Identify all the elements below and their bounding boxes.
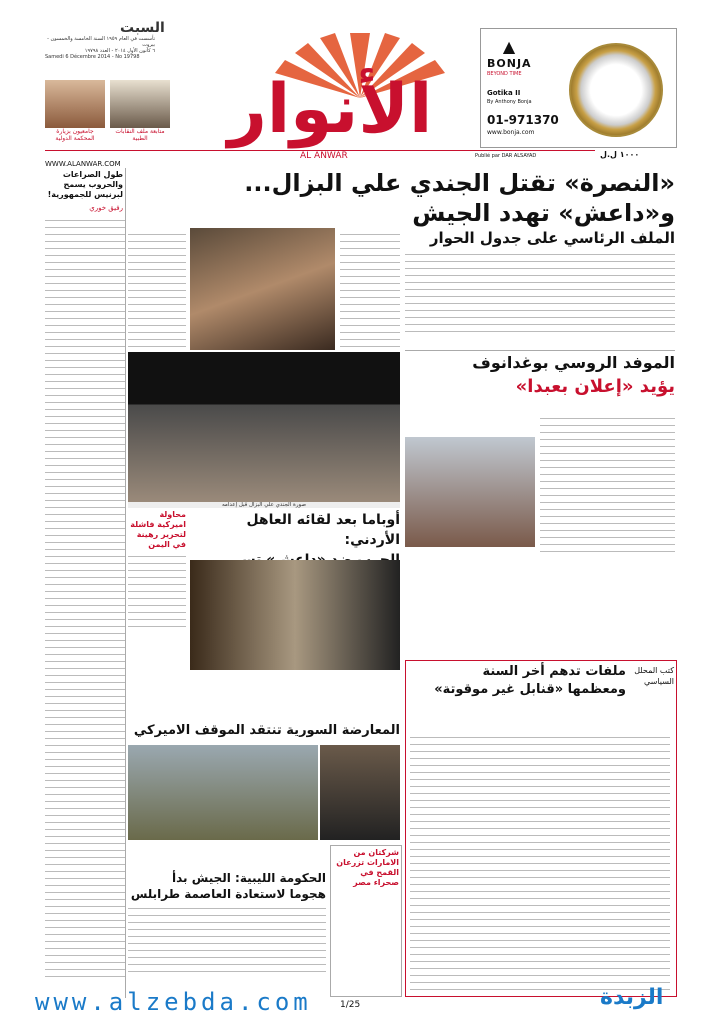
teaser-2-caption: متابعة ملف النقابات الطبية — [115, 128, 165, 142]
issue-date-line: ٦ كانون الأول ٢٠١٤ - العدد ١٩٧٩٨ — [84, 48, 155, 54]
newspaper-title: الأنوار — [227, 70, 433, 149]
libya-article — [128, 870, 326, 995]
sunni-body — [410, 731, 670, 991]
main-photo[interactable] — [190, 228, 335, 350]
bonja-ad[interactable] — [480, 28, 677, 148]
syria-photo[interactable] — [128, 745, 318, 840]
masthead — [0, 0, 720, 168]
obama-article — [190, 510, 400, 725]
bonja-logo-icon: ▲ — [502, 37, 516, 56]
footer-logo: الزبدة — [600, 985, 664, 1010]
bonja-brand: BONJA — [487, 57, 532, 70]
yemen-article — [128, 510, 186, 630]
obama-photo[interactable] — [190, 560, 400, 670]
left-column — [45, 168, 126, 998]
president-article — [405, 228, 675, 351]
teaser-1-photo — [45, 80, 105, 128]
watch-icon — [569, 43, 663, 137]
sunni-article — [405, 660, 677, 997]
issue-info — [45, 36, 155, 60]
left-column-author: رفيق خوري — [89, 204, 123, 212]
russian-envoy-photo[interactable] — [405, 437, 535, 547]
sunni-title[interactable]: ملفات تدهم أخر السنة — [482, 664, 626, 679]
teaser-1-caption: جامعيون بزيارة المحكمة الدولية — [55, 128, 95, 142]
hostages-photo[interactable] — [128, 352, 400, 502]
main-article-body-right — [340, 228, 400, 350]
russian-article — [405, 352, 675, 652]
libya-title[interactable]: الحكومة الليبية: الجيش بدأ — [172, 871, 326, 885]
wheat-title[interactable]: شركتان من الامارات تزرعان القمح في صحراء مصر — [336, 848, 399, 887]
bonja-model: Gotika II — [487, 89, 521, 97]
bonja-phone: 01-971370 — [487, 113, 559, 127]
russian-title[interactable]: الموفد الروسي بوغدانوف — [472, 353, 675, 372]
wheat-article — [330, 845, 402, 997]
yemen-body — [128, 550, 186, 630]
main-headline[interactable]: «النصرة» تقتل الجندي علي البزال... و«داعش» تهدد الجيش — [244, 169, 675, 227]
main-article-body-left — [128, 228, 186, 350]
footer-site[interactable]: www.alzebda.com — [35, 988, 312, 1016]
price: ١٠٠٠ ل.ل — [600, 150, 640, 159]
sunni-subtitle[interactable]: ومعظمها «قنابل غير موقوتة» — [434, 682, 626, 697]
teaser-2-photo — [110, 80, 170, 128]
hostages-caption: صورة الجندي علي البزال قبل إعدامه — [128, 502, 400, 508]
obama-title[interactable]: أوباما بعد لقائه العاهل الأردني: — [246, 512, 400, 548]
syria-photo-2[interactable] — [320, 745, 400, 840]
president-body — [405, 248, 675, 338]
left-column-title[interactable]: طول الصراعات والحروب يسمح لبرنيس للجمهورية! — [47, 170, 123, 199]
teaser-1[interactable] — [45, 80, 105, 142]
publisher: Publié par DAR ALSAYAD — [475, 153, 537, 159]
yemen-title[interactable]: محاولة اميركية فاشلة لتحرير رهينة في اليمن — [130, 510, 186, 549]
day-label: السبت — [120, 20, 165, 36]
sunni-column-tag: كتب المحلل السياسي — [634, 666, 674, 686]
left-column-body — [45, 214, 125, 978]
website-link[interactable]: WWW.ALANWAR.COM — [45, 160, 121, 168]
president-title[interactable]: الملف الرئاسي على جدول الحوار — [429, 229, 675, 247]
bonja-tagline: BEYOND TIME — [487, 71, 522, 77]
issue-info-line: تأسست في العام ١٩٥٩ السنة الخامسة والخمسون - بيروت — [47, 36, 155, 48]
latin-title: AL ANWAR — [300, 151, 348, 161]
issue-date-latin: Samedi 6 Décembre 2014 - No 19798 — [45, 54, 140, 60]
bonja-url: www.bonja.com — [487, 129, 535, 136]
bonja-by: By Anthony Bonja — [487, 99, 532, 105]
footer-page: 1/25 — [340, 1000, 361, 1010]
russian-body — [540, 412, 675, 552]
russian-subtitle[interactable]: يؤيد «إعلان بعبدا» — [515, 376, 675, 397]
libya-body — [128, 902, 326, 972]
syria-title[interactable]: المعارضة السورية تنتقد الموقف الاميركي — [133, 723, 400, 738]
teaser-2[interactable] — [110, 80, 170, 142]
website-bar — [45, 150, 595, 168]
libya-subtitle[interactable]: هجوما لاستعادة العاصمة طرابلس — [130, 887, 326, 901]
